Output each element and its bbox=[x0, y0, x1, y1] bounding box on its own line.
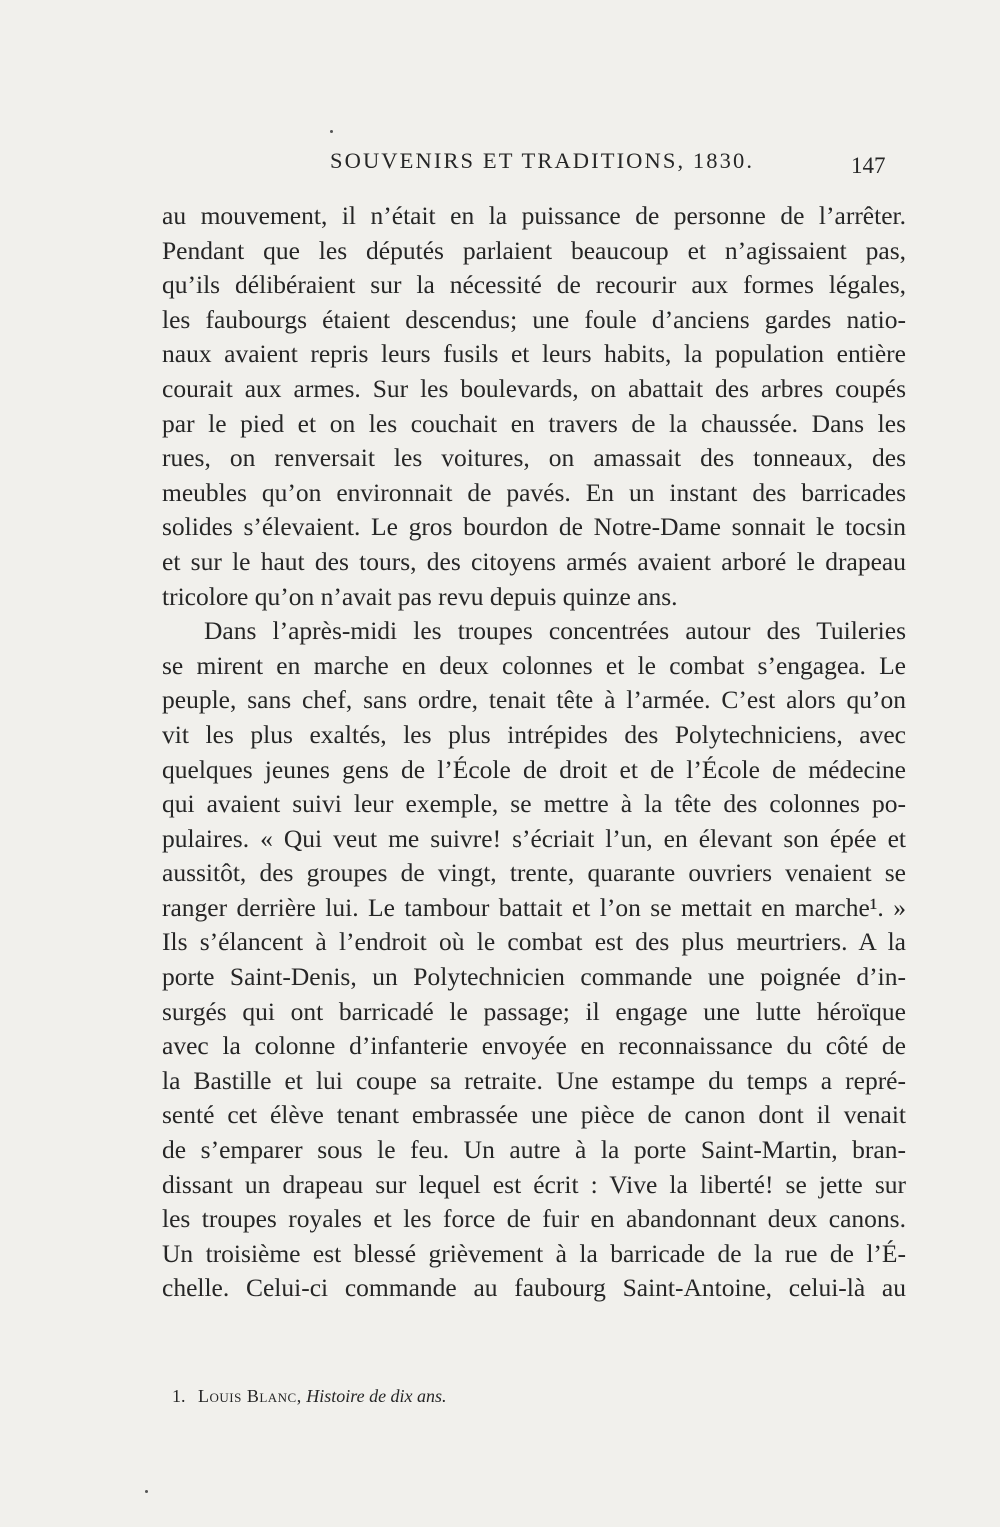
text-line: les troupes royales et les force de fuir en abandonnant deux canons. bbox=[162, 1204, 906, 1234]
footnote bbox=[172, 1386, 447, 1407]
text-line: Pendant que les députés parlaient beaucoup et n’agissaient pas, bbox=[162, 235, 906, 265]
running-title: SOUVENIRS ET TRADITIONS, 1830. bbox=[330, 148, 755, 173]
text-line: et sur le haut des tours, des citoyens armés avaient arboré le drapeau bbox=[162, 546, 906, 576]
paper-speck bbox=[145, 1490, 148, 1493]
text-line: qu’ils délibéraient sur la nécessité de recourir aux formes légales, bbox=[162, 270, 906, 300]
footnote-number: 1. bbox=[172, 1386, 186, 1406]
paragraph-start-line: Dans l’après-midi les troupes concentrées autour des Tuileries bbox=[204, 616, 906, 646]
text-line: ranger derrière lui. Le tambour battait et l’on se mettait en marche¹. » bbox=[162, 892, 906, 922]
text-line: chelle. Celui-ci commande au faubourg Saint-Antoine, celui-là au bbox=[162, 1273, 906, 1303]
paper-speck bbox=[330, 130, 333, 133]
text-line: meubles qu’on environnait de pavés. En un instant des barricades bbox=[162, 477, 906, 507]
text-line: dissant un drapeau sur lequel est écrit : Vive la liberté! se jette sur bbox=[162, 1169, 906, 1199]
text-line: la Bastille et lui coupe sa retraite. Une estampe du temps a repré- bbox=[162, 1065, 906, 1095]
text-line: qui avaient suivi leur exemple, se mettre à la tête des colonnes po- bbox=[162, 789, 906, 819]
text-line: pulaires. « Qui veut me suivre! s’écriait l’un, en élevant son épée et bbox=[162, 823, 906, 853]
text-line: de s’emparer sous le feu. Un autre à la porte Saint-Martin, bran- bbox=[162, 1135, 906, 1165]
text-line: aussitôt, des groupes de vingt, trente, quarante ouvriers venaient se bbox=[162, 858, 906, 888]
text-line: courait aux armes. Sur les boulevards, on abattait des arbres coupés bbox=[162, 373, 906, 403]
text-line: surgés qui ont barricadé le passage; il engage une lutte héroïque bbox=[162, 996, 906, 1026]
footnote-title: Histoire de dix ans. bbox=[306, 1386, 447, 1406]
text-line: Ils s’élancent à l’endroit où le combat est des plus meurtriers. A la bbox=[162, 927, 906, 957]
text-line: tricolore qu’on n’avait pas revu depuis quinze ans. bbox=[162, 581, 678, 611]
text-line: porte Saint-Denis, un Polytechnicien commande une poignée d’in- bbox=[162, 962, 906, 992]
page-number: 147 bbox=[851, 153, 886, 178]
text-line: se mirent en marche en deux colonnes et le combat s’engagea. Le bbox=[162, 650, 906, 680]
text-line: avec la colonne d’infanterie envoyée en reconnaissance du côté de bbox=[162, 1031, 906, 1061]
text-line: rues, on renversait les voitures, on amassait des tonneaux, des bbox=[162, 443, 906, 473]
text-line: naux avaient repris leurs fusils et leurs habits, la population entière bbox=[162, 339, 906, 369]
footnote-author: Louis Blanc, bbox=[198, 1386, 302, 1406]
text-line: Un troisième est blessé grièvement à la barricade de la rue de l’É- bbox=[162, 1238, 906, 1268]
text-line: au mouvement, il n’était en la puissance de personne de l’arrêter. bbox=[162, 201, 906, 230]
text-line: peuple, sans chef, sans ordre, tenait tête à l’armée. C’est alors qu’on bbox=[162, 685, 906, 715]
text-line: quelques jeunes gens de l’École de droit et de l’École de médecine bbox=[162, 754, 906, 784]
text-line: solides s’élevaient. Le gros bourdon de Notre-Dame sonnait le tocsin bbox=[162, 512, 906, 542]
body-text bbox=[162, 199, 906, 1306]
text-line: par le pied et on les couchait en travers de la chaussée. Dans les bbox=[162, 408, 906, 438]
text-line: les faubourgs étaient descendus; une foule d’anciens gardes natio- bbox=[162, 304, 906, 334]
text-line: vit les plus exaltés, les plus intrépides des Polytechniciens, avec bbox=[162, 719, 906, 749]
running-head bbox=[0, 148, 1000, 188]
text-line: senté cet élève tenant embrassée une pièce de canon dont il venait bbox=[162, 1100, 906, 1130]
